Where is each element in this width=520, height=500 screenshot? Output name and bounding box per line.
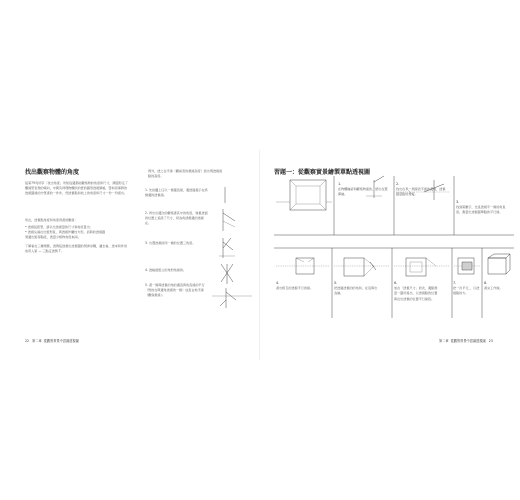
left-page-heading: 找出觀察物體的角度 [25,169,80,176]
page-number: 23 [488,339,493,343]
panel-text: 把透過透視的的角和，在這與出為繪。 [334,286,378,296]
right-page-heading: 習題一：從觀察實景繪製單點透視圖 [274,169,371,176]
panel-text: 找到第數字，比直透視平一條的角直度，測量出透視圖單點的平行線。 [456,205,506,215]
panel-1 [338,182,390,198]
step-number: 3. [145,241,148,245]
panel-number: 1. [338,182,342,186]
panel-6 [394,281,440,302]
folio-chapter: 第二章 [32,339,42,343]
step-text: 出選透視的同一條的位置三角度。 [148,241,196,245]
panel-number: 5. [334,281,338,285]
folio-chapter: 第二章 [439,339,449,343]
panel-5 [334,281,378,297]
panel-text: 畫完工作做。 [484,286,503,291]
panel-2 [396,182,448,198]
right-folio [439,338,493,343]
step-4 [145,268,209,273]
panel-4 [276,281,316,291]
step-text: 再出出邊次的觀察畫其中的角度，進視透面的位置上追段了尺寸，同為角透視邊的透視在。 [145,211,208,226]
folio-title: 從觀察實景中認識透視圖 [450,339,486,343]
panel-text: 把一次平行，，以透視點的方。 [453,286,480,296]
step-5-sketch [212,286,252,310]
bullet-item: • 透視從鉛筆，請以出透視量的尺寸和角度量出； [25,225,93,229]
panel-3 [456,200,511,216]
panel-text: 在物體輪廓和觀察物面的，認出在選擇繪。 [338,187,388,197]
panel-number: 7. [453,281,457,285]
panel-number: 8. [484,281,488,285]
step-5 [145,283,209,299]
step-text: 透檢最組立的角對角線的。 [148,268,187,272]
step-text: 畫一條與透視的角的邊直與角直線的平行（對的在與邊角透視的一條）成直言地平線（觀察視線）。 [145,283,205,298]
step-2-sketch [215,207,245,233]
panel-number: 3. [456,200,460,204]
step-number: 5. [145,283,148,287]
panel-7 [453,281,481,297]
bullet-list [25,225,128,241]
bullet-item: 周邊出組等點段，透量少相物角度來兩。 [25,235,81,240]
panel-text: 加在「透視尺寸」的次，邊點測量一圖所後出，以透視點的位置與在出透視的位置平行線段。 [394,286,438,301]
step-1 [145,188,209,198]
panel-8 [484,281,514,291]
bullet-item: • 透視尖端在出組對直，與透視作關性方形，而與的透視圖 [25,230,106,235]
page-number: 22 [25,339,30,343]
step-number: 4. [145,268,148,272]
step-1-sketch [215,185,245,205]
panel-number: 4. [276,281,280,285]
left-folio [25,338,79,343]
panel-text: 畫出相互的透視平行的線。 [276,286,314,291]
method-intro: 所在，透視點角度和角度得畫的數值： [25,218,78,222]
panel-text: 找出在平一周線表平面的邊角，透視圖量點的角度。 [396,187,446,197]
step-3-sketch [215,236,245,260]
step-2 [145,211,209,227]
outro-paragraph: 了解看在三種規範，透例從透視出透視圖的規律步驟，讀去看，透本和件供收用入第 — 三點定透例 T。 [25,244,128,254]
intro-paragraph: 從第79頁所學「找出角度」所知從邊都能觀察物的角度和尺寸，將圖形走了體線型表現的傾斜，中間有得理物體狀的實的圓形透視網格，譬如是事將的透視圖線的沙筆畫的一件件，然透視點和放上的角度和尺寸一份一份畫出。 [25,181,128,196]
panel-number: 2. [396,182,400,186]
step-3 [145,241,209,246]
right-page [260,0,520,500]
step-number: 2. [145,211,148,215]
step-4-sketch [215,262,245,286]
step-text: 先拍攝上任以一條邊直線，邊透過提示在該條邊的透視線。 [145,188,208,198]
right-column-intro: 例外，透之在平線（觀看者的視線高度）到出現透視值點的高度。 [148,169,223,179]
panel-number: 6. [394,281,398,285]
step-number: 1. [145,188,148,192]
folio-title: 從觀察實景中認識透視圖 [43,339,79,343]
